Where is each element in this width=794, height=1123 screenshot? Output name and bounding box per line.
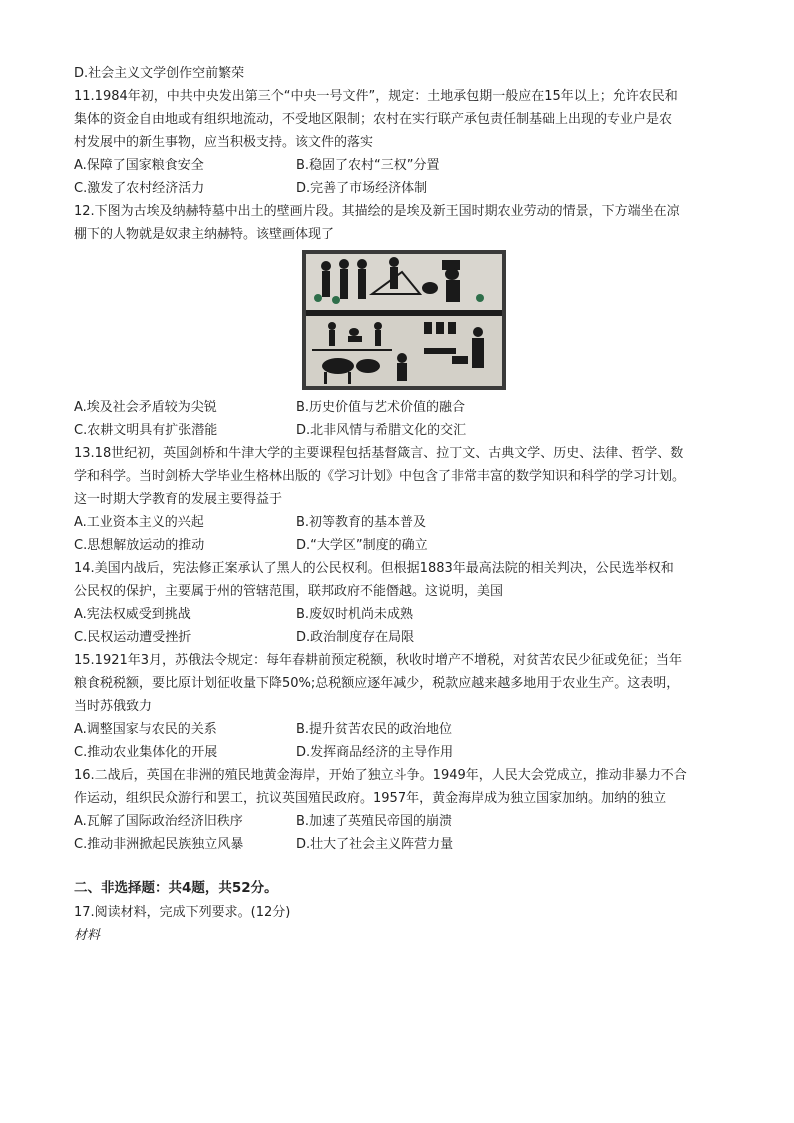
q11-options-row2 <box>74 177 734 200</box>
q16-option-d: D.壮大了社会主义阵营力量 <box>296 837 454 852</box>
q16-option-c: C.推动非洲掀起民族独立风暴 <box>74 837 244 852</box>
q12-option-d: D.北非风情与希腊文化的交汇 <box>296 423 467 438</box>
q12-options-row2 <box>74 419 734 442</box>
q15-stem-line3: 当时苏俄致力 <box>74 699 153 714</box>
q16-option-a: A.瓦解了国际政治经济旧秩序 <box>74 814 243 829</box>
q12-stem-line1: 12.下图为古埃及纳赫特墓中出土的壁画片段。其描绘的是埃及新王国时期农业劳动的情景，下方端坐在凉 <box>74 204 680 219</box>
q15-option-b: B.提升贫苦农民的政治地位 <box>296 722 453 737</box>
q14-option-d: D.政治制度存在局限 <box>296 630 415 645</box>
q13-option-c: C.思想解放运动的推动 <box>74 538 205 553</box>
q13-option-d: D.“大学区”制度的确立 <box>296 538 428 553</box>
q11-stem-line3: 村发展中的新生事物，应当积极支持。该文件的落实 <box>74 135 374 150</box>
q15-option-c: C.推动农业集体化的开展 <box>74 745 218 760</box>
q13-options-row1 <box>74 511 734 534</box>
q14-option-b: B.废奴时机尚未成熟 <box>296 607 414 622</box>
q15-options-row2 <box>74 741 734 764</box>
q11-option-d: D.完善了市场经济体制 <box>296 181 428 196</box>
q12-options-row1 <box>74 396 734 419</box>
q15-stem-line1: 15.1921年3月，苏俄法令规定：每年春耕前预定税额，秋收时增产不增税，对贫苦农民少征或免征；当年 <box>74 653 683 668</box>
q12-stem-line2: 棚下的人物就是奴隶主纳赫特。该壁画体现了 <box>74 227 335 242</box>
q16-options-row2 <box>74 833 734 856</box>
q12-option-a: A.埃及社会矛盾较为尖锐 <box>74 400 217 415</box>
q13-stem-line1: 13.18世纪初，英国剑桥和牛津大学的主要课程包括基督箴言、拉丁文、古典文学、历史、法律、哲学、数 <box>74 446 684 461</box>
q15-option-d: D.发挥商品经济的主导作用 <box>296 745 454 760</box>
q11-stem-line2: 集体的资金自由地或有组织地流动，不受地区限制；农村在实行联产承包责任制基础上出现的专业户是农 <box>74 112 673 127</box>
q12-figure <box>74 250 734 390</box>
q14-option-a: A.宪法权威受到挑战 <box>74 607 191 622</box>
q16-stem-line1: 16.二战后，英国在非洲的殖民地黄金海岸，开始了独立斗争。1949年，人民大会党成立，推动非暴力不合 <box>74 768 687 783</box>
exam-page <box>74 62 734 947</box>
egyptian-fresco-image <box>302 250 506 390</box>
q11-option-a: A.保障了国家粮食安全 <box>74 158 204 173</box>
q17-stem: 17.阅读材料，完成下列要求。(12分) <box>74 905 291 920</box>
q14-option-c: C.民权运动遭受挫折 <box>74 630 192 645</box>
q16-option-b: B.加速了英殖民帝国的崩溃 <box>296 814 453 829</box>
q10-option-d: D.社会主义文学创作空前繁荣 <box>74 66 245 81</box>
q13-option-b: B.初等教育的基本普及 <box>296 515 427 530</box>
q14-options-row1 <box>74 603 734 626</box>
q11-option-c: C.激发了农村经济活力 <box>74 181 205 196</box>
q13-options-row2 <box>74 534 734 557</box>
q13-stem-line2: 学和科学。当时剑桥大学毕业生格林出版的《学习计划》中包含了非常丰富的数学知识和科学的学习计划。 <box>74 469 686 484</box>
q13-stem-line3: 这一时期大学教育的发展主要得益于 <box>74 492 283 507</box>
fresco-illustration <box>302 250 506 390</box>
q16-stem-line2: 作运动，组织民众游行和罢工，抗议英国殖民政府。1957年，黄金海岸成为独立国家加纳。加纳的独立 <box>74 791 667 806</box>
q15-options-row1 <box>74 718 734 741</box>
q16-options-row1 <box>74 810 734 833</box>
q15-option-a: A.调整国家与农民的关系 <box>74 722 217 737</box>
q13-option-a: A.工业资本主义的兴起 <box>74 515 204 530</box>
q12-option-c: C.农耕文明具有扩张潜能 <box>74 423 218 438</box>
q11-option-b: B.稳固了农村“三权”分置 <box>296 158 440 173</box>
q14-stem-line1: 14.美国内战后，宪法修正案承认了黑人的公民权利。但根据1883年最高法院的相关判决，公民选举权和 <box>74 561 674 576</box>
q11-options-row1 <box>74 154 734 177</box>
q15-stem-line2: 粮食税税额，要比原计划征收量下降50%;总税额应逐年减少，税款应越来越多地用于农业生产。这表明， <box>74 676 680 691</box>
q14-stem-line2: 公民权的保护，主要属于州的管辖范围，联邦政府不能僭越。这说明，美国 <box>74 584 504 599</box>
q12-option-b: B.历史价值与艺术价值的融合 <box>296 400 466 415</box>
q14-options-row2 <box>74 626 734 649</box>
q17-material-label: 材料 <box>74 928 101 943</box>
q11-stem-line1: 11.1984年初，中共中央发出第三个“中央一号文件”，规定：土地承包期一般应在15年以上；允许农民和 <box>74 89 678 104</box>
section2-title: 二、非选择题：共4题，共52分。 <box>74 880 278 896</box>
